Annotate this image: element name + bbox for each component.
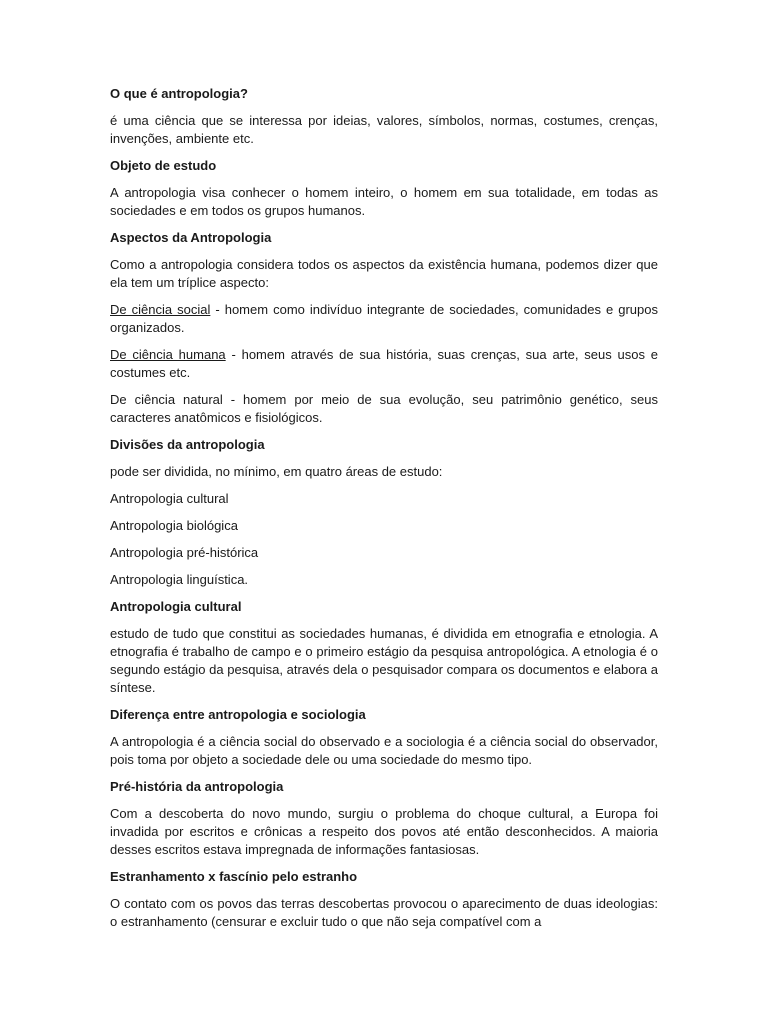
aspect-paragraph [110,391,658,427]
section-heading: Divisões da antropologia [110,437,265,452]
aspect-term: De ciência humana [110,347,226,362]
section-paragraph: estudo de tudo que constitui as sociedades humanas, é dividida em etnografia e etnologia. A etnografia é trabalho de campo e o primeiro estágio da pesquisa antropológica. A etnologia é o segundo estágio da pesquisa, através dela o pesquisador compara os documentos e elabora a síntese. [110,626,658,695]
aspect-text: - homem através de sua história, suas crenças, sua arte, seus usos e costumes etc. [110,347,658,380]
aspect-term: De ciência social [110,302,211,317]
aspect-paragraph [110,346,658,382]
section-heading: Diferença entre antropologia e sociologia [110,707,366,722]
section-heading: Aspectos da Antropologia [110,230,272,245]
section-paragraph: pode ser dividida, no mínimo, em quatro áreas de estudo: [110,464,443,479]
section-heading: Antropologia cultural [110,599,242,614]
section-paragraph: Como a antropologia considera todos os aspectos da existência humana, podemos dizer que ela tem um tríplice aspecto: [110,257,658,290]
section-paragraph: é uma ciência que se interessa por ideias, valores, símbolos, normas, costumes, crenças, invenções, ambiente etc. [110,113,658,146]
list-item: Antropologia cultural [110,491,229,506]
section-heading: O que é antropologia? [110,86,248,101]
section-paragraph: A antropologia é a ciência social do observado e a sociologia é a ciência social do observador, pois toma por objeto a sociedade dele ou uma sociedade do mesmo tipo. [110,734,658,767]
list-item: Antropologia biológica [110,518,238,533]
list-item: Antropologia linguística. [110,572,249,587]
section-paragraph: A antropologia visa conhecer o homem inteiro, o homem em sua totalidade, em todas as sociedades e em todos os grupos humanos. [110,185,658,218]
document-body [110,85,658,940]
section-paragraph: O contato com os povos das terras descobertas provocou o aparecimento de duas ideologias: o estranhamento (censurar e excluir tudo o que não seja compatível com a [110,896,658,929]
section-paragraph: Com a descoberta do novo mundo, surgiu o problema do choque cultural, a Europa foi invadida por escritos e crônicas a respeito dos povos até então desconhecidos. A maioria desses escritos estava impregnada de informações fantasiosas. [110,806,658,857]
aspect-paragraph [110,301,658,337]
section-heading: Estranhamento x fascínio pelo estranho [110,869,358,884]
aspect-text: - homem como indivíduo integrante de sociedades, comunidades e grupos organizados. [110,302,658,335]
list-item: Antropologia pré-histórica [110,545,259,560]
section-heading: Objeto de estudo [110,158,217,173]
aspect-text: De ciência natural - homem por meio de sua evolução, seu patrimônio genético, seus caracteres anatômicos e fisiológicos. [110,392,658,425]
section-heading: Pré-história da antropologia [110,779,284,794]
